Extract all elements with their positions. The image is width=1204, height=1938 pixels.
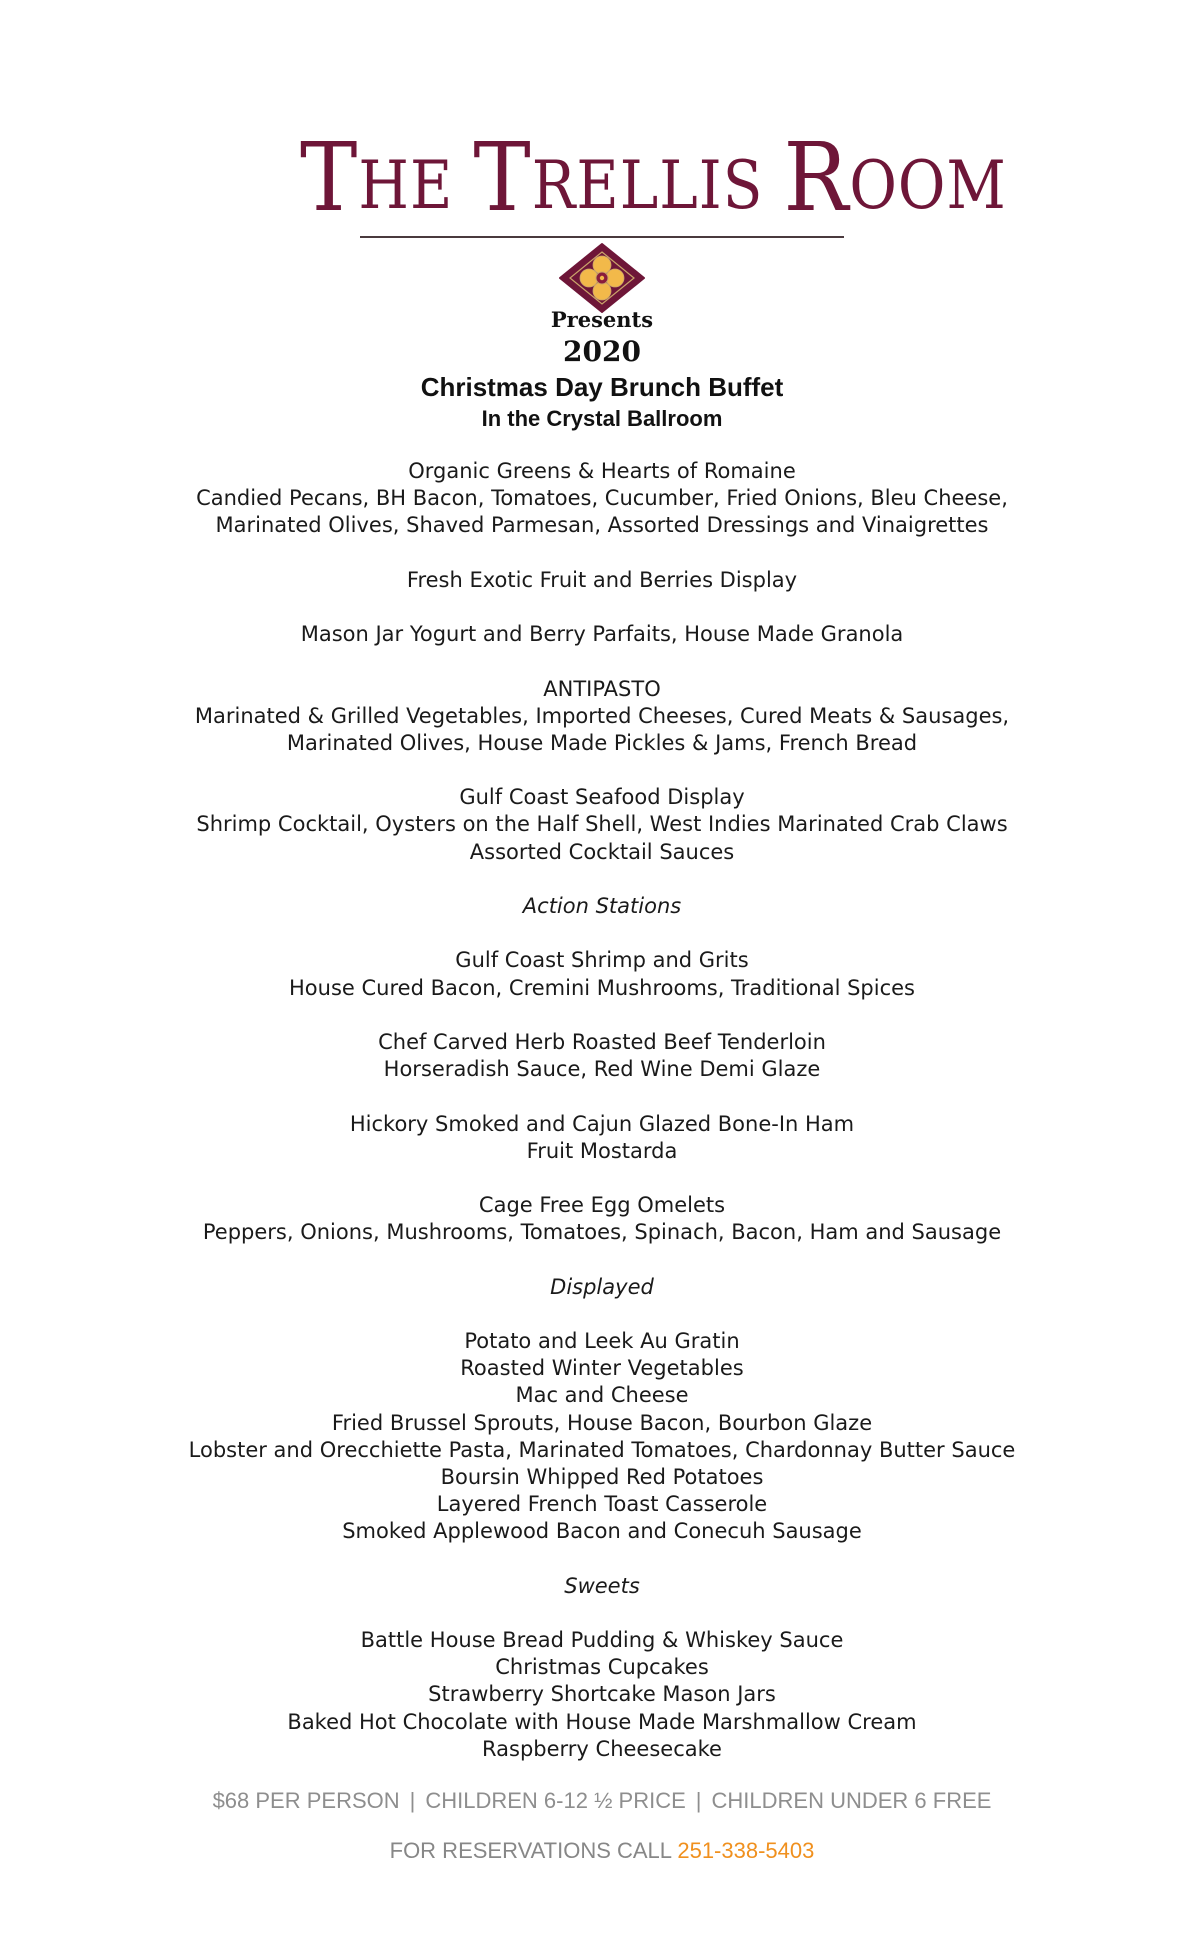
antipasto-section: [0, 676, 1204, 758]
menu-line: Mason Jar Yogurt and Berry Parfaits, House Made Granola: [300, 622, 904, 647]
ham-section: [0, 1111, 1204, 1165]
reservation-label: FOR RESERVATIONS CALL: [389, 1838, 672, 1863]
menu-line: Cage Free Egg Omelets: [478, 1193, 726, 1218]
salad-section: [0, 458, 1204, 540]
omelets-section: [0, 1192, 1204, 1246]
menu-line: Hickory Smoked and Cajun Glazed Bone-In Ham: [349, 1111, 855, 1136]
menu-line: Roasted Winter Vegetables: [460, 1356, 744, 1381]
menu-line: Gulf Coast Shrimp and Grits: [455, 948, 749, 973]
page-title: Christmas Day Brunch Buffet: [420, 372, 784, 402]
action-stations-heading: [0, 893, 1204, 920]
menu-line: Battle House Bread Pudding & Whiskey Sauce: [360, 1628, 844, 1653]
menu-line: Baked Hot Chocolate with House Made Marshmallow Cream: [287, 1709, 917, 1734]
sweets-heading: [0, 1573, 1204, 1600]
adult-price: $68 PER PERSON: [212, 1788, 400, 1813]
menu-line: Peppers, Onions, Mushrooms, Tomatoes, Spinach, Bacon, Ham and Sausage: [202, 1220, 1002, 1245]
menu-line: Gulf Coast Seafood Display: [459, 785, 745, 810]
logo-letter: T: [300, 123, 359, 233]
section-heading: Displayed: [550, 1274, 654, 1299]
menu-line: Fruit Mostarda: [526, 1138, 678, 1163]
menu-line: Mac and Cheese: [515, 1383, 689, 1408]
menu-line: Lobster and Orecchiette Pasta, Marinated Tomatoes, Chardonnay Butter Sauce: [188, 1437, 1016, 1462]
pricing-line: [0, 1786, 1204, 1816]
displayed-heading: [0, 1274, 1204, 1301]
trellis-room-logo: [300, 123, 1007, 312]
menu-line: Candied Pecans, BH Bacon, Tomatoes, Cucumber, Fried Onions, Bleu Cheese,: [196, 486, 1008, 511]
menu-line: Assorted Cocktail Sauces: [469, 839, 735, 864]
menu-line: Strawberry Shortcake Mason Jars: [428, 1682, 776, 1707]
seafood-section: [0, 784, 1204, 866]
logo-letters: RELLIS: [531, 145, 764, 225]
separator: |: [409, 1788, 416, 1813]
menu-line: Fresh Exotic Fruit and Berries Display: [406, 567, 798, 592]
menu-line: ANTIPASTO: [543, 676, 661, 701]
menu-line: House Cured Bacon, Cremini Mushrooms, Traditional Spices: [289, 975, 915, 1000]
fruit-section: [0, 567, 1204, 594]
menu-line: Layered French Toast Casserole: [436, 1492, 768, 1517]
child-price: CHILDREN 6-12 ½ PRICE: [425, 1788, 686, 1813]
menu-line: Boursin Whipped Red Potatoes: [440, 1464, 764, 1489]
logo-letters: HE: [358, 145, 454, 225]
menu-line: Christmas Cupcakes: [495, 1655, 709, 1680]
reservation-phone[interactable]: 251-338-5403: [677, 1838, 815, 1863]
menu-line: Marinated Olives, House Made Pickles & Jams, French Bread: [286, 730, 918, 755]
menu-list: [0, 458, 1204, 1763]
menu-line: Fried Brussel Sprouts, House Bacon, Bourbon Glaze: [331, 1410, 873, 1435]
logo-divider: [360, 236, 844, 238]
displayed-section: [0, 1328, 1204, 1546]
menu-line: Organic Greens & Hearts of Romaine: [408, 459, 796, 483]
parfait-section: [0, 621, 1204, 648]
floral-diamond-icon: [558, 242, 646, 314]
menu-line: Potato and Leek Au Gratin: [464, 1329, 740, 1353]
menu-line: Marinated Olives, Shaved Parmesan, Assorted Dressings and Vinaigrettes: [215, 513, 989, 538]
logo-letters: OOM: [849, 145, 1007, 225]
menu-line: Raspberry Cheesecake: [482, 1736, 722, 1761]
event-location: In the Crystal Ballroom: [481, 406, 723, 431]
reservation-line: [0, 1836, 1204, 1866]
menu-line: Smoked Applewood Bacon and Conecuh Sausage: [342, 1519, 862, 1544]
menu-line: Horseradish Sauce, Red Wine Demi Glaze: [383, 1057, 821, 1082]
logo-wordmark: [300, 123, 1007, 233]
sweets-section: [0, 1627, 1204, 1763]
free-price: CHILDREN UNDER 6 FREE: [711, 1788, 992, 1813]
menu-line: Shrimp Cocktail, Oysters on the Half Shell, West Indies Marinated Crab Claws: [196, 812, 1008, 837]
logo-letter: R: [783, 123, 850, 233]
tenderloin-section: [0, 1029, 1204, 1083]
event-year: 2020: [563, 335, 641, 368]
separator: |: [695, 1788, 702, 1813]
section-heading: Sweets: [564, 1573, 640, 1598]
logo-letter: T: [473, 123, 532, 233]
grits-section: [0, 947, 1204, 1001]
presents-label: Presents: [550, 307, 654, 332]
menu-line: Chef Carved Herb Roasted Beef Tenderloin: [378, 1029, 826, 1054]
section-heading: Action Stations: [522, 894, 682, 918]
menu-line: Marinated & Grilled Vegetables, Imported Cheeses, Cured Meats & Sausages,: [194, 703, 1010, 728]
